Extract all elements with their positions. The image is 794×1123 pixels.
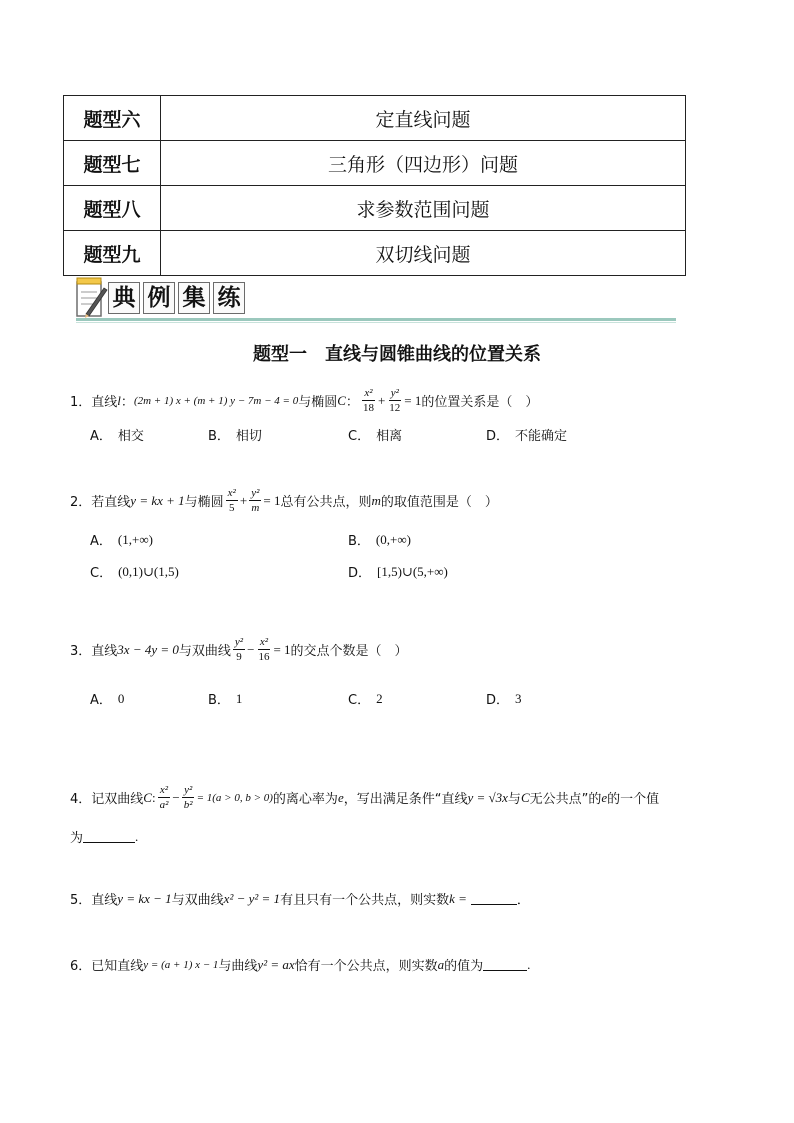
math-equation: 3x − 4y = 0	[117, 641, 179, 657]
fraction	[361, 386, 376, 415]
section-title: 题型一 直线与圆锥曲线的位置关系	[253, 344, 541, 365]
option-c[interactable]	[90, 562, 179, 581]
math-var: m	[371, 492, 381, 508]
math-var: C	[520, 789, 530, 805]
fraction	[182, 783, 195, 812]
math-equation: y = (a + 1) x − 1	[143, 958, 219, 971]
question-text: 与曲线	[218, 959, 258, 974]
numerator: x²	[364, 387, 373, 399]
math-var: l	[117, 392, 121, 408]
option-c[interactable]	[348, 425, 402, 444]
option-text: 0	[117, 690, 125, 706]
question-6	[70, 955, 530, 974]
type-label: 题型八	[64, 186, 161, 231]
math-op: = 1	[263, 492, 281, 508]
option-text: (0,1)∪(1,5)	[118, 563, 179, 579]
answer-blank[interactable]	[483, 958, 527, 971]
option-b[interactable]	[208, 689, 242, 708]
denominator: 16	[258, 651, 270, 663]
question-text: 直线	[91, 893, 118, 908]
question-text: 与双曲线	[178, 644, 231, 659]
math-op: :	[151, 789, 156, 805]
math-equation: (2m + 1) x + (m + 1) y − 7m − 4 = 0	[133, 394, 299, 407]
math-equation: y² = ax	[257, 956, 295, 972]
option-text: [1,5)∪(5,+∞)	[377, 563, 448, 579]
option-d[interactable]	[486, 689, 522, 708]
denominator: b²	[183, 799, 193, 811]
option-text: 不能确定	[515, 429, 568, 444]
math-op: −	[172, 789, 180, 805]
answer-blank[interactable]	[83, 830, 135, 843]
option-label: D．	[486, 693, 510, 708]
question-text: 为	[70, 831, 84, 846]
notepad-pencil-icon	[74, 276, 108, 320]
option-text: (1,+∞)	[117, 531, 153, 547]
denominator: a²	[159, 799, 169, 811]
option-text: (0,+∞)	[375, 531, 411, 547]
question-text: 与	[507, 792, 521, 807]
option-label: D．	[348, 566, 372, 581]
option-label: A．	[90, 534, 112, 549]
question-text: 记双曲线	[91, 792, 144, 807]
type-title: 定直线问题	[161, 96, 686, 141]
banner-underline	[76, 318, 676, 321]
option-text: 1	[235, 690, 243, 706]
math-op: .	[135, 828, 139, 844]
problem-type-table	[63, 95, 686, 276]
math-var: C	[337, 392, 346, 408]
numerator: x²	[227, 487, 236, 499]
option-text: 相交	[117, 429, 144, 444]
table-row	[64, 141, 686, 186]
type-title: 求参数范围问题	[161, 186, 686, 231]
denominator: 12	[389, 402, 401, 414]
question-number: 5．	[70, 893, 92, 908]
fraction	[387, 386, 402, 415]
numerator: y²	[390, 387, 399, 399]
question-number: 4．	[70, 792, 92, 807]
banner-underline-thin	[76, 322, 676, 323]
question-4	[70, 783, 659, 812]
denominator: 9	[236, 651, 242, 663]
math-var: e	[337, 789, 344, 805]
option-b[interactable]	[348, 530, 411, 549]
option-label: A．	[90, 693, 112, 708]
question-5	[70, 889, 530, 908]
math-op: +	[377, 392, 386, 408]
numerator: x²	[159, 784, 169, 796]
question-number: 3．	[70, 644, 92, 659]
fraction	[256, 635, 271, 664]
banner-char: 例	[143, 282, 175, 314]
math-var: C	[143, 789, 152, 805]
question-text: 的交点个数是（ ）	[290, 644, 408, 659]
option-d[interactable]	[486, 425, 567, 444]
type-title: 双切线问题	[161, 231, 686, 276]
math-op: = 1	[273, 641, 291, 657]
fraction	[233, 635, 245, 664]
question-text: 总有公共点，则	[280, 495, 372, 510]
option-a[interactable]	[90, 530, 153, 549]
question-text: 的取值范围是（ ）	[380, 495, 498, 510]
question-3	[70, 635, 408, 664]
question-text: 直线	[91, 395, 118, 410]
fraction	[249, 486, 261, 515]
math-var: k =	[449, 890, 467, 906]
option-text: 相离	[376, 429, 403, 444]
option-label: D．	[486, 429, 510, 444]
table-row	[64, 231, 686, 276]
option-a[interactable]	[90, 425, 144, 444]
question-text: ：	[120, 395, 134, 410]
question-text: 的位置关系是（ ）	[421, 395, 539, 410]
question-2	[70, 486, 498, 515]
math-equation: y = kx + 1	[130, 492, 185, 508]
table-row	[64, 186, 686, 231]
question-text: 恰有一个公共点，则实数	[294, 959, 438, 974]
option-text: 2	[376, 690, 383, 706]
question-4-line-2	[70, 827, 138, 846]
fraction	[226, 486, 238, 515]
numerator: y²	[251, 487, 260, 499]
option-c[interactable]	[348, 689, 383, 708]
banner-char: 练	[213, 282, 245, 314]
denominator: 5	[229, 502, 235, 514]
question-text: 与椭圆	[184, 495, 224, 510]
question-text: ．	[516, 893, 530, 908]
type-label: 题型七	[64, 141, 161, 186]
option-label: B．	[208, 693, 230, 708]
question-1	[70, 386, 538, 415]
question-text: 与椭圆	[298, 395, 338, 410]
option-b[interactable]	[208, 425, 262, 444]
option-label: C．	[348, 429, 371, 444]
question-text: 的离心率为	[272, 792, 338, 807]
option-text: 相切	[235, 429, 262, 444]
question-number: 1．	[70, 395, 92, 410]
type-title: 三角形（四边形）问题	[161, 141, 686, 186]
math-equation: y = √3x	[467, 789, 508, 805]
question-text: 已知直线	[91, 959, 144, 974]
question-text: 的一个值	[607, 792, 660, 807]
question-text: 与双曲线	[171, 893, 224, 908]
banner-char: 集	[178, 282, 210, 314]
banner-char: 典	[108, 282, 140, 314]
question-number: 2．	[70, 495, 92, 510]
type-label: 题型六	[64, 96, 161, 141]
math-var: e	[601, 789, 608, 805]
option-label: C．	[90, 566, 113, 581]
option-label: C．	[348, 693, 371, 708]
question-text: 有且只有一个公共点，则实数	[280, 893, 450, 908]
type-label: 题型九	[64, 231, 161, 276]
question-text: ，写出满足条件“直线	[343, 792, 468, 807]
option-d[interactable]	[348, 562, 448, 581]
math-equation: y = kx − 1	[117, 890, 172, 906]
option-label: B．	[208, 429, 230, 444]
math-var: a	[437, 956, 445, 972]
option-a[interactable]	[90, 689, 124, 708]
math-op: −	[247, 641, 255, 657]
math-equation: x² − y² = 1	[223, 890, 281, 906]
math-op: .	[527, 956, 531, 972]
question-text: 无公共点”的	[529, 792, 602, 807]
math-equation: = 1(a > 0, b > 0)	[196, 791, 273, 804]
option-label: A．	[90, 429, 112, 444]
section-banner	[74, 276, 678, 328]
numerator: y²	[184, 784, 193, 796]
question-text: ：	[345, 395, 359, 410]
question-text: 直线	[91, 644, 118, 659]
table-row	[64, 96, 686, 141]
fraction	[158, 783, 171, 812]
math-op: = 1	[404, 392, 422, 408]
option-text: 3	[515, 690, 522, 706]
denominator: m	[251, 502, 260, 514]
question-text: 若直线	[91, 495, 131, 510]
question-number: 6．	[70, 959, 92, 974]
math-op: +	[239, 492, 248, 508]
question-text: 的值为	[444, 959, 484, 974]
numerator: y²	[234, 636, 244, 648]
numerator: x²	[259, 636, 269, 648]
option-label: B．	[348, 534, 370, 549]
answer-blank[interactable]	[471, 892, 517, 905]
denominator: 18	[362, 402, 374, 414]
